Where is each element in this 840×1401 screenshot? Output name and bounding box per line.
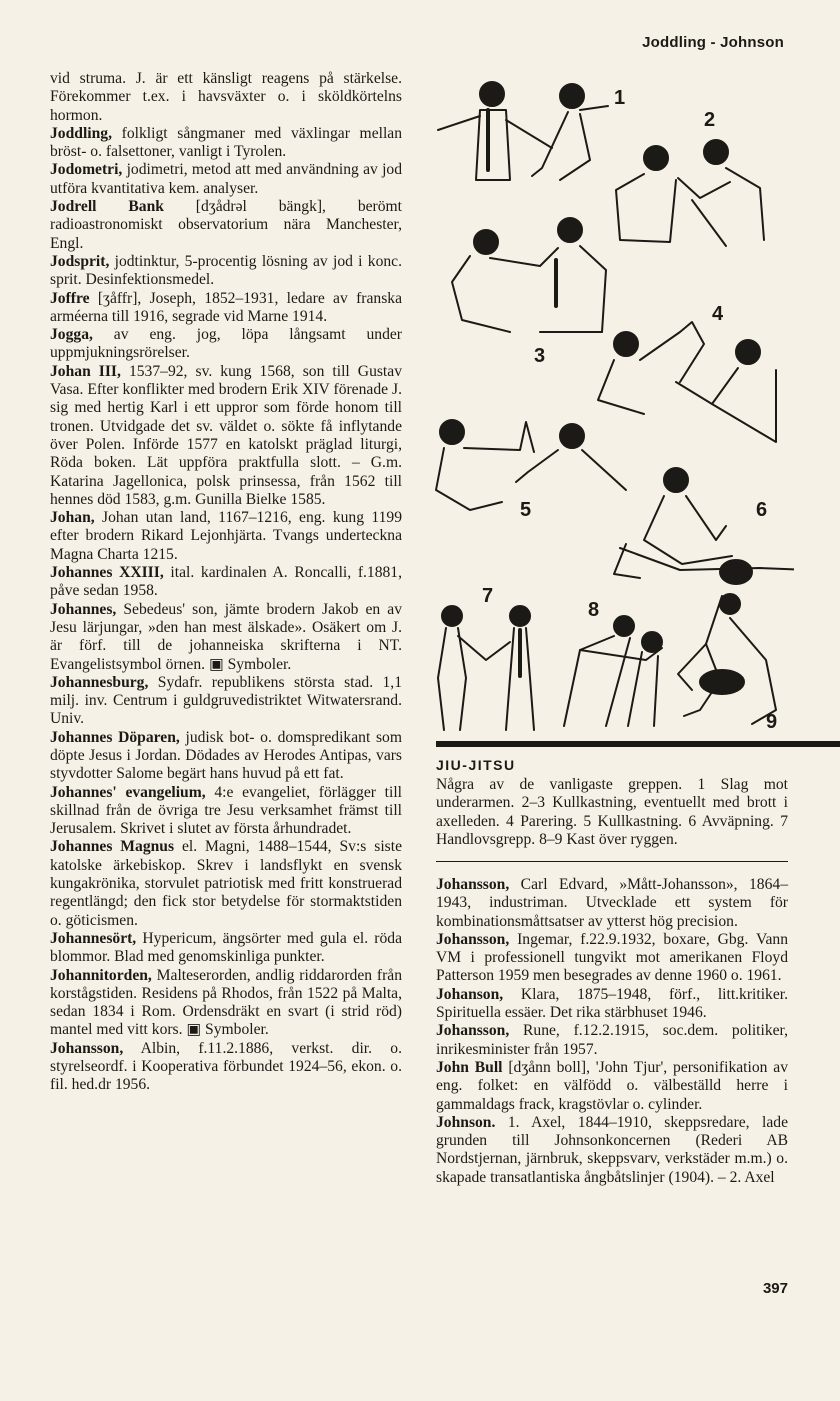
- figure-3-drawing: [452, 218, 606, 332]
- entry-9: Johannes XXIII, ital. kardinalen A. Roncalli, f.1881, påve sedan 1958.: [50, 564, 402, 600]
- figure-7-drawing: [438, 606, 534, 730]
- entry-1: Joddling, folkligt sångmaner med växlingar mellan bröst- o. falsettoner, vanligt i Tyrolen.: [50, 124, 402, 161]
- figure-8-drawing: [564, 616, 662, 726]
- page-number: 397: [762, 1280, 788, 1297]
- figure-4-drawing: [598, 322, 776, 442]
- fig-num-6: 6: [756, 499, 768, 521]
- entry-r5: Johnson. 1. Axel, 1844–1910, skeppsredare, lade grunden till Johnsonkoncernen (Rederi AB Nordstjernan, järnbruk, skeppsvarv, verkstäder m.m.) o. skapade transatlantiska ångbåtslinjer (1904). – 2. Axel: [436, 1113, 788, 1186]
- fig-num-8: 8: [588, 599, 600, 621]
- section-divider: [436, 861, 788, 862]
- entry-r1: Johansson, Ingemar, f.22.9.1932, boxare, Gbg. Vann VM i professionell tungvikt mot amerikanen Floyd Patterson 1959 men besegrades av denne 1960 o. 1961.: [436, 930, 788, 985]
- entry-10: Johannes, Sebedeus' son, jämte brodern Jakob en av Jesu lärjungar, »den han mest älskade». Osäkert om J. är förf. till de johanneiska skrifterna i NT. Evangelistsymbol örnen. ▣ Symboler.: [50, 600, 402, 673]
- entry-6: Jogga, av eng. jog, löpa långsamt under uppmjukningsrörelser.: [50, 326, 402, 362]
- figure-caption: Några av de vanligaste greppen. 1 Slag mot underarmen. 2–3 Kullkastning, eventuellt med brott i axelleden. 4 Parering. 5 Kullkastning. 6 Avväpning. 7 Handlovsgrepp. 8–9 Kast över ryggen.: [436, 776, 788, 848]
- figure-5-drawing: [436, 420, 626, 510]
- left-column: [50, 70, 402, 1095]
- entry-5: Joffre [ʒåffr], Joseph, 1852–1931, ledare av franska arméerna till 1916, segrade vid Marne 1914.: [50, 289, 402, 325]
- entry-7: Johan III, 1537–92, sv. kung 1568, son till Gustav Vasa. Efter konflikter med brodern Erik XIV förenade J. sig med hertig Karl i ett uppror som förde honom till tronen. Utvidgade det sv. väldet o. sökte få inflytande över Polen. Införde 1577 en katolskt präglad liturgi, Röda boken. Lät uppföra praktfulla slott. – G.m. Katarina Jagellonica, polsk prinsessa, från 1562 till hennes död 1583, g.m. Gunilla Bielke 1585.: [50, 362, 402, 508]
- figure-9-drawing: [678, 594, 776, 724]
- fig-num-3: 3: [534, 345, 546, 367]
- entry-15: Johannesört, Hypericum, ängsörter med gula el. röda blommor. Blad med genomskinliga punkter.: [50, 929, 402, 966]
- right-column: [436, 876, 788, 1187]
- caption-divider: [436, 741, 840, 747]
- entry-17: Johansson, Albin, f.11.2.1886, verkst. dir. o. styrelseordf. i Kooperativa förbundet 1924–56, ekon. o. fil. hed.dr 1956.: [50, 1039, 402, 1094]
- entry-r3: Johansson, Rune, f.12.2.1915, soc.dem. politiker, inrikesminister från 1957.: [436, 1022, 788, 1058]
- fig-num-4: 4: [712, 303, 724, 325]
- running-head: Joddling - Johnson: [642, 34, 784, 51]
- figure-1-drawing: [438, 82, 608, 180]
- entry-16: Johannitorden, Malteserorden, andlig riddarorden från korstågstiden. Residens på Rhodos, från 1522 på Malta, sedan 1834 i Rom. Ordensdräkt en svart (i strid röd) mantel med vitt kors. ▣ Symboler.: [50, 966, 402, 1039]
- entry-r0: Johansson, Carl Edvard, »Mått-Johansson», 1864–1943, industriman. Utvecklade ett system för kombinationsmåttsatser av ytterst hög precision.: [436, 876, 788, 930]
- fig-num-9: 9: [766, 711, 778, 733]
- fig-num-1: 1: [614, 87, 626, 109]
- entry-0: vid struma. J. är ett känsligt reagens på stärkelse. Förekommer t.ex. i havsväxter o. i sköldkörtelns hormon.: [50, 70, 402, 124]
- entry-14: Johannes Magnus el. Magni, 1488–1544, Sv:s siste katolske ärkebiskop. Skrev i landsflykt en svensk kungakrönika, storvulet patriotisk med fritt konstruerad regentlängd; den fick stor betydelse för stormaktstiden o. göticismen.: [50, 838, 402, 929]
- entry-11: Johannesburg, Sydafr. republikens största stad. 1,1 milj. inv. Centrum i guldgruvedistriktet Witwatersrand. Univ.: [50, 673, 402, 728]
- jiu-jitsu-illustration: [430, 70, 794, 742]
- figure-6-drawing: [614, 468, 794, 584]
- entry-4: Jodsprit, jodtinktur, 5-procentig lösning av jod i konc. sprit. Desinfektionsmedel.: [50, 252, 402, 289]
- entry-2: Jodometri, jodimetri, metod att med användning av jod utföra kvantitativa kem. analyser.: [50, 161, 402, 197]
- fig-num-2: 2: [704, 109, 716, 131]
- entry-r4: John Bull [dʒånn boll], 'John Tjur', personifikation av eng. folket: en välfödd o. välbeställd herre i gammaldags frack, kragstövlar o. cylinder.: [436, 1058, 788, 1113]
- entry-8: Johan, Johan utan land, 1167–1216, eng. kung 1199 efter brodern Rikard Lejonhjärta. Tvangs underteckna Magna Charta 1215.: [50, 509, 402, 563]
- figure-title: JIU-JITSU: [436, 757, 516, 773]
- entry-12: Johannes Döparen, judisk bot- o. domspredikant som döpte Jesus i Jordan. Dödades av Herodes Antipas, vars styvdotter Salome begärt hans huvud på ett fat.: [50, 728, 402, 783]
- entry-3: Jodrell Bank [dʒådrəl bängk], berömt radioastronomiskt observatorium nära Manchester, Engl.: [50, 198, 403, 252]
- jiu-jitsu-figures: [430, 70, 794, 742]
- fig-num-5: 5: [520, 499, 532, 521]
- figure-2-drawing: [616, 140, 764, 246]
- entry-r2: Johanson, Klara, 1875–1948, förf., litt.kritiker. Spirituella essäer. Det rika stärbhuset 1946.: [436, 985, 788, 1022]
- fig-num-7: 7: [482, 585, 494, 607]
- entry-13: Johannes' evangelium, 4:e evangeliet, förlägger till skillnad från de övriga tre Jesu verksamhet främst till Jerusalem. Skrivet i slutet av första århundradet.: [50, 783, 402, 838]
